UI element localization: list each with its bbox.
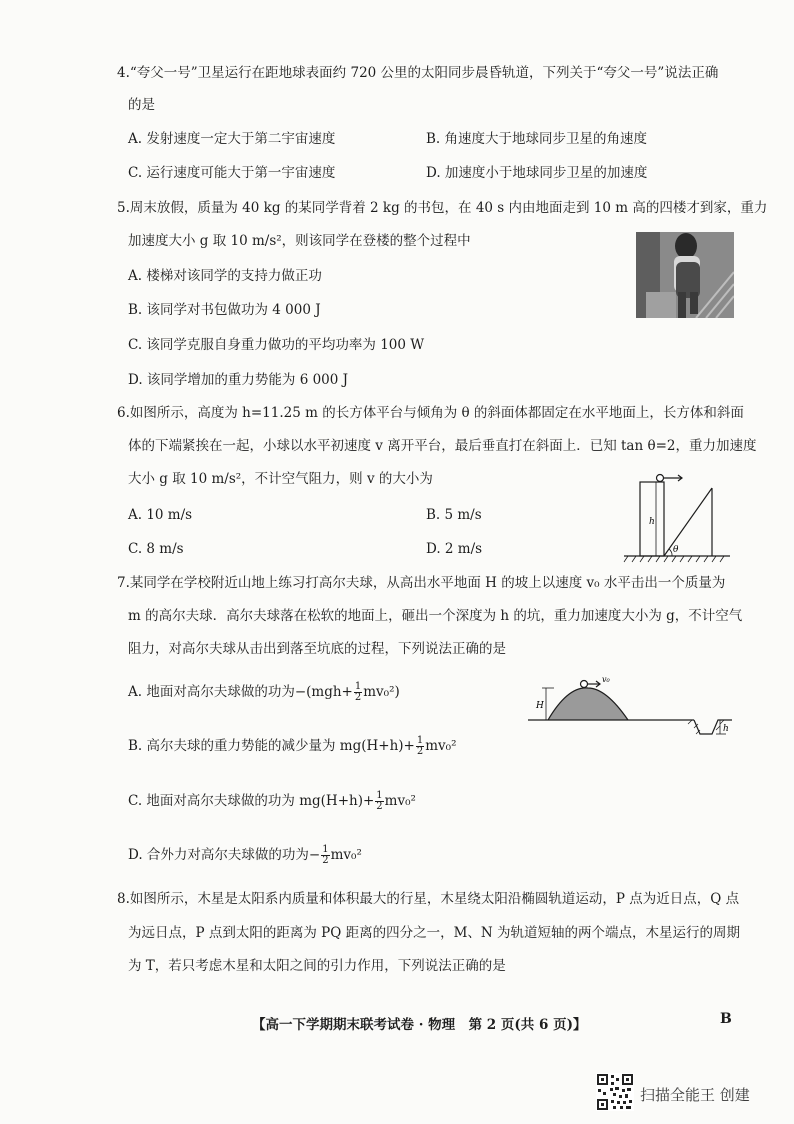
- q6-platform-incline-figure: [620, 470, 734, 564]
- q7-hill-pit-figure: [528, 676, 732, 756]
- q6-stem-line2: 体的下端紧挨在一起，小球以水平初速度 v 离开平台，最后垂直打在斜面上．已知 tan θ=2，重力加速度: [128, 438, 757, 454]
- q7-figure-v0-label: v₀: [602, 676, 610, 684]
- q7-stem-line3: 阻力，对高尔夫球从击出到落至坑底的过程，下列说法正确的是: [128, 641, 506, 657]
- q5-option-c: C. 该同学克服自身重力做功的平均功率为 100 W: [128, 337, 425, 353]
- q6-option-a: A. 10 m/s: [128, 507, 193, 523]
- q6-figure-theta-label: θ: [673, 545, 679, 555]
- q5-option-a: A. 楼梯对该同学的支持力做正功: [128, 268, 322, 284]
- q8-stem-line3: 为 T，若只考虑木星和太阳之间的引力作用，下列说法正确的是: [128, 958, 506, 974]
- q6-option-b: B. 5 m/s: [426, 507, 482, 523]
- q8-stem-line1: 8.如图所示，木星是太阳系内质量和体积最大的行星，木星绕太阳沿椭圆轨道运动，P 点为近日点，Q 点: [117, 891, 740, 907]
- q4-stem-line2: 的是: [128, 97, 155, 113]
- q4-option-b: B. 角速度大于地球同步卫星的角速度: [426, 131, 648, 147]
- q6-option-c: C. 8 m/s: [128, 541, 184, 557]
- q7-option-d: D. 合外力对高尔夫球做的功为− $\frac{1}{2}$ mv₀²: [128, 844, 362, 866]
- q4-option-a: A. 发射速度一定大于第二宇宙速度: [128, 131, 336, 147]
- fraction-one-half: $\frac{1}{2}$: [416, 735, 424, 757]
- q6-stem-line1: 6.如图所示，高度为 h=11.25 m 的长方体平台与倾角为 θ 的斜面体都固定在水平地面上，长方体和斜面: [117, 405, 744, 421]
- q7-option-c: C. 地面对高尔夫球做的功为 mg(H+h)+ $\frac{1}{2}$ mv₀²: [128, 790, 416, 812]
- q6-figure-h-label: h: [649, 517, 655, 527]
- q7-stem-line2: m 的高尔夫球．高尔夫球落在松软的地面上，砸出一个深度为 h 的坑，重力加速度大小为 g，不计空气: [128, 608, 743, 624]
- q7-figure-H-label: H: [536, 701, 544, 711]
- q8-stem-line2: 为远日点，P 点到太阳的距离为 PQ 距离的四分之一，M、N 为轨道短轴的两个端点，木星运行的周期: [128, 925, 741, 941]
- fraction-one-half: $\frac{1}{2}$: [376, 790, 383, 812]
- q7-figure-h-label: h: [723, 724, 729, 734]
- q7-stem-line1: 7.某同学在学校附近山地上练习打高尔夫球，从高出水平地面 H 的坡上以速度 v₀ 水平击出一个质量为: [117, 575, 726, 591]
- page-footer: 【高一下学期期末联考试卷 · 物理 第 2 页(共 6 页)】: [252, 1017, 587, 1033]
- q4-option-c: C. 运行速度可能大于第一宇宙速度: [128, 165, 336, 181]
- q6-stem-line3: 大小 g 取 10 m/s²，不计空气阻力，则 v 的大小为: [128, 471, 433, 487]
- q4-option-d: D. 加速度小于地球同步卫星的加速度: [426, 165, 648, 181]
- q7-option-b: B. 高尔夫球的重力势能的减少量为 mg(H+h)+ $\frac{1}{2}$ mv₀²: [128, 735, 457, 757]
- student-stairs-photo: [636, 232, 734, 318]
- q7-option-a: A. 地面对高尔夫球做的功为−(mgh+ $\frac{1}{2}$ mv₀²): [128, 681, 400, 703]
- q4-stem-line1: 4.“夸父一号”卫星运行在距地球表面约 720 公里的太阳同步晨昏轨道，下列关于“夸父一号”说法正确: [117, 65, 719, 81]
- paper-version-label: B: [720, 1011, 732, 1027]
- q5-stem-line1: 5.周末放假，质量为 40 kg 的某同学背着 2 kg 的书包，在 40 s 内由地面走到 10 m 高的四楼才到家，重力: [117, 200, 768, 216]
- q6-option-d: D. 2 m/s: [426, 541, 483, 557]
- q5-option-b: B. 该同学对书包做功为 4 000 J: [128, 302, 321, 318]
- q5-option-d: D. 该同学增加的重力势能为 6 000 J: [128, 372, 349, 388]
- qr-code-icon: [596, 1073, 634, 1111]
- scanner-watermark: 扫描全能王 创建: [640, 1086, 750, 1104]
- fraction-one-half: $\frac{1}{2}$: [354, 681, 362, 703]
- q5-stem-line2: 加速度大小 g 取 10 m/s²，则该同学在登楼的整个过程中: [128, 233, 471, 249]
- fraction-one-half: $\frac{1}{2}$: [322, 844, 329, 866]
